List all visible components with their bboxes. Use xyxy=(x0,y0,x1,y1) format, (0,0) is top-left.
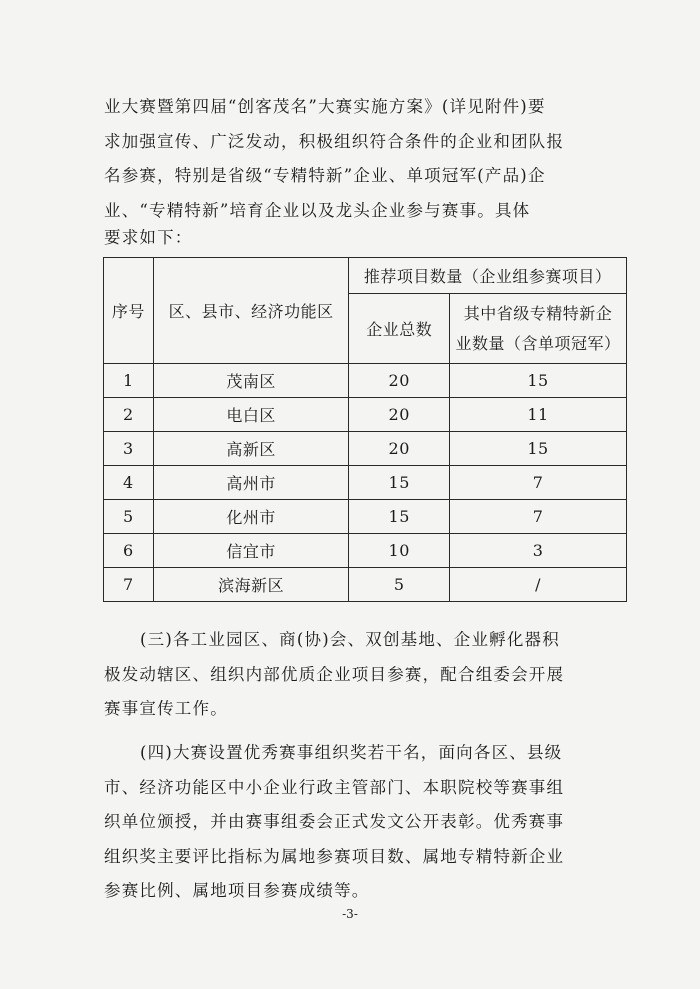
cell-special: 7 xyxy=(450,466,627,500)
cell-special: 15 xyxy=(450,432,627,466)
cell-region: 高新区 xyxy=(153,432,349,466)
text-line: 赛事宣传工作。 xyxy=(104,699,228,718)
header-special xyxy=(450,294,627,364)
cell-no: 7 xyxy=(104,568,154,602)
text-line: 要求如下： xyxy=(104,228,193,247)
cell-region: 信宜市 xyxy=(153,534,349,568)
header-group: 推荐项目数量（企业组参赛项目） xyxy=(349,258,627,294)
table-row xyxy=(104,534,627,568)
text-line: 业、“专精特新”培育企业以及龙头企业参与赛事。具体 xyxy=(104,200,531,220)
cell-no: 5 xyxy=(104,500,154,534)
recommendation-table xyxy=(103,257,627,602)
table-row xyxy=(104,432,627,466)
cell-total: 5 xyxy=(349,568,450,602)
cell-total: 15 xyxy=(349,500,450,534)
cell-special: 7 xyxy=(450,500,627,534)
text-line: 业大赛暨第四届“创客茂名”大赛实施方案》(详见附件)要 xyxy=(104,97,546,116)
cell-total: 20 xyxy=(349,398,450,432)
cell-no: 3 xyxy=(104,432,154,466)
text-line: 参赛比例、属地项目参赛成绩等。 xyxy=(104,881,370,900)
table-row xyxy=(104,364,627,398)
text-line: 织单位颁授，并由赛事组委会正式发文公开表彰。优秀赛事 xyxy=(104,812,565,831)
cell-special: 3 xyxy=(450,534,627,568)
cell-no: 6 xyxy=(104,534,154,568)
cell-region: 滨海新区 xyxy=(153,568,349,602)
text-line: 求加强宣传、广泛发动，积极组织符合条件的企业和团队报 xyxy=(104,131,565,151)
cell-no: 2 xyxy=(104,398,154,432)
table-row xyxy=(104,568,627,602)
cell-region: 电白区 xyxy=(153,398,349,432)
header-total: 企业总数 xyxy=(349,294,450,364)
header-special-line1: 其中省级专精特新企 xyxy=(463,303,613,323)
cell-special: / xyxy=(450,568,627,602)
cell-region: 高州市 xyxy=(153,466,349,500)
cell-special: 11 xyxy=(450,398,627,432)
cell-total: 20 xyxy=(349,364,450,398)
cell-region: 茂南区 xyxy=(153,364,349,398)
cell-total: 15 xyxy=(349,466,450,500)
text-line: 极发动辖区、组织内部优质企业项目参赛，配合组委会开展 xyxy=(104,664,565,684)
table-row xyxy=(104,398,627,432)
text-line: 市、经济功能区中小企业行政主管部门、本职院校等赛事组 xyxy=(104,777,565,797)
cell-region: 化州市 xyxy=(153,500,349,534)
cell-no: 4 xyxy=(104,466,154,500)
cell-total: 10 xyxy=(349,534,450,568)
text-line: (三)各工业园区、商(协)会、双创基地、企业孵化器积 xyxy=(140,630,560,649)
cell-total: 20 xyxy=(349,432,450,466)
header-region: 区、县市、经济功能区 xyxy=(153,258,349,364)
section-4-paragraph xyxy=(104,736,616,909)
intro-paragraph xyxy=(104,90,616,248)
cell-special: 15 xyxy=(450,364,627,398)
table-row xyxy=(104,500,627,534)
cell-no: 1 xyxy=(104,364,154,398)
page-number: -3- xyxy=(342,907,358,921)
header-index: 序号 xyxy=(104,258,154,364)
section-3-paragraph xyxy=(104,623,616,727)
table-row xyxy=(104,466,627,500)
text-line: 名参赛，特别是省级“专精特新”企业、单项冠军(产品)企 xyxy=(104,166,546,185)
header-special-line2: 业数量（含单项冠军） xyxy=(455,333,621,353)
text-line: 组织奖主要评比指标为属地参赛项目数、属地专精特新企业 xyxy=(104,846,565,866)
text-line: (四)大赛设置优秀赛事组织奖若干名，面向各区、县级 xyxy=(140,743,563,762)
